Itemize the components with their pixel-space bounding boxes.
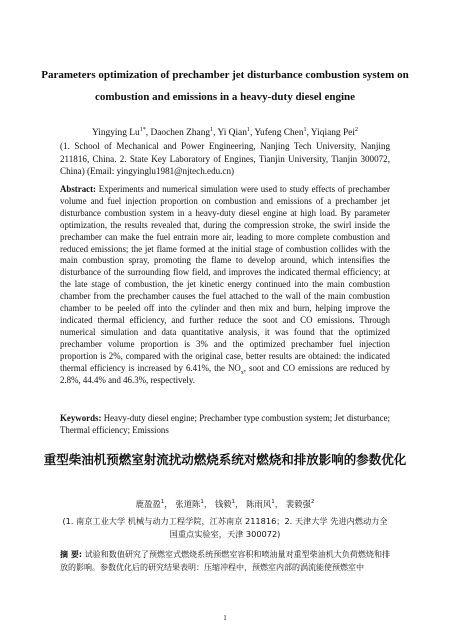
author-affil-mark: 1 [231, 499, 236, 506]
abstract-label: Abstract: [60, 184, 96, 194]
abstract-text-zh: 试验和数值研究了预燃室式燃烧系统预燃室容积和喷油量对重型柴油机大负荷燃烧和排放的影响。参数优化后的研究结果表明：压缩冲程中，预燃室内部的涡流能使预燃室中 [60, 550, 390, 572]
page-number: 1 [223, 614, 227, 622]
author-name: Yiqiang Pei [310, 128, 355, 138]
author-name-zh: 裴毅强 [285, 499, 311, 509]
abstract-text: Experiments and numerical simulation were used to study effects of prechamber volume and fuel injection proportion on combustion and emissions of a prechamber jet disturbance combustion system in a heavy-duty diesel engine at high load. By parameter optimization, the results revealed that, during the compression stroke, the swirl inside the prechamber can make the fuel entrain more air, leading to more complete combustion and reduced emissions; the jet flame formed at the initial stage of combustion collides with the main combustion spray, promoting the flame to develop around, which intensifies the disturbance of the surrounding flow field, and improves the indicated thermal efficiency; at the late stage of combustion, the jet kinetic energy continued into the main combustion chamber from the prechamber causes the fuel attached to the wall of the main combustion chamber to be peeled off into the cylinder and then mix and burn, helping improve the indicated thermal efficiency, and further reduce the soot and CO emissions. Through numerical simulation and data quantitative analysis, it was found that the optimized prechamber volume proportion is 3% and the optimized prechamber fuel injection proportion is 2%, compared with the original case, better results are obtained: the indicated thermal efficiency is increased by 6.41%, the NO [60, 184, 390, 373]
affiliation-zh: (1. 南京工业大学 机械与动力工程学院，江苏南京 211816；2. 天津大学 先进内燃动力全国重点实验室，天津 300072) [62, 516, 388, 539]
abstract-text-end: , soot and CO emissions are reduced by 2.8%, 44.4% and 46.3%, respectively. [60, 362, 390, 385]
author-affil-mark: 2 [354, 126, 358, 133]
author-name: Yingying Lu [92, 128, 140, 138]
author-name-zh: 陈雨风 [246, 499, 272, 509]
author-affil-mark: 1 [246, 126, 250, 133]
author-affil-mark: 1 [210, 126, 214, 133]
abstract-subscript: x [240, 369, 244, 376]
keywords-text: Heavy-duty diesel engine; Prechamber type combustion system; Jet disturbance; Thermal efficiency; Emissions [60, 413, 390, 435]
paper-title-zh: 重型柴油机预燃室射流扰动燃烧系统对燃烧和排放影响的参数优化 [43, 452, 407, 467]
keywords-en [60, 413, 390, 437]
author-name-zh: 钱毅 [214, 499, 232, 509]
author-list-zh: 鹿盈盈$^1$， 张道陈$^1$， 钱毅$^1$， 陈雨风$^1$， 裴毅强$^2$ [135, 499, 315, 509]
affiliation-en: (1. School of Mechanical and Power Engineering, Nanjing Tech University, Nanjing 211816, China. 2. State Key Laboratory of Engines, Tianjin University, Tianjin 300072, China) (Email: yingyinglu1981@njtech.edu.cn) [60, 141, 390, 176]
author-affil-mark: 1 [271, 499, 275, 506]
keywords-label: Keywords: [60, 413, 102, 423]
author-name: Daochen Zhang [150, 128, 211, 138]
abstract-zh [60, 548, 390, 574]
abstract-label-zh: 摘 要: [60, 550, 83, 559]
author-affil-mark: 1* [139, 126, 146, 133]
author-name-zh: 张道陈 [175, 499, 201, 509]
paper-title-en: Parameters optimization of prechamber jet disturbance combustion system on combustion and emissions in a heavy-duty diesel engine [41, 69, 409, 103]
author-affil-mark: 1 [200, 499, 204, 506]
abstract-en [60, 184, 390, 386]
author-affil-mark: 1 [160, 499, 165, 506]
author-name-zh: 鹿盈盈 [135, 499, 161, 509]
author-affil-mark: 1 [303, 126, 307, 133]
author-name: Yi Qian [217, 128, 247, 138]
author-list-en: Yingying $Lu^{1*}$, Daochen Zhang$^1$, Yi Qian$^1$, Yufeng Chen$^1$, Yiqiang Pei$^2$ [92, 126, 358, 138]
author-name: Yufeng Chen [254, 128, 304, 138]
author-affil-mark: 2 [310, 499, 315, 506]
